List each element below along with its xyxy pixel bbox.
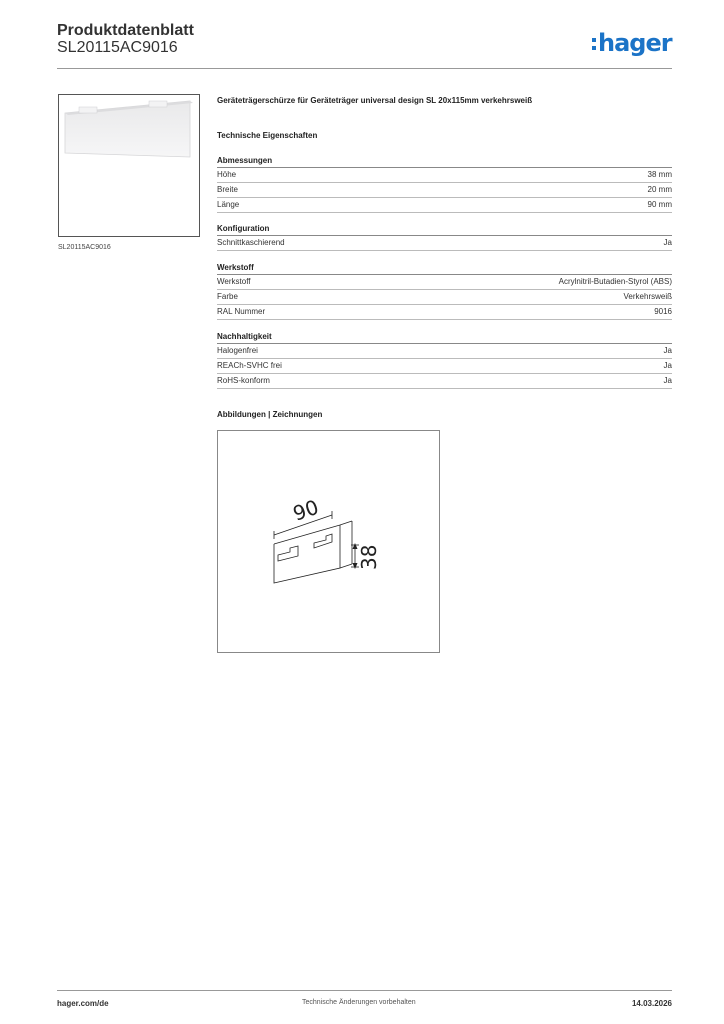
property-value: Ja (663, 376, 672, 385)
technical-drawing (217, 430, 440, 653)
property-value: Verkehrsweiß (623, 292, 672, 301)
group-title: Nachhaltigkeit (217, 331, 672, 344)
property-label: Länge (217, 200, 240, 209)
property-value: 9016 (654, 307, 672, 316)
property-value: Ja (663, 346, 672, 355)
product-description: Geräteträgerschürze für Geräteträger universal design SL 20x115mm verkehrsweiß (217, 96, 533, 105)
product-image-caption: SL20115AC9016 (58, 244, 111, 251)
logo-text: hager (598, 29, 672, 57)
footer-website[interactable]: hager.com/de (57, 999, 109, 1008)
dimension-drawing (218, 431, 439, 652)
product-illustration (59, 95, 199, 236)
hager-logo (590, 28, 680, 58)
section-title: Technische Eigenschaften (217, 131, 318, 140)
product-image (58, 94, 200, 237)
group-abmessungen (217, 155, 672, 213)
property-value: Ja (663, 361, 672, 370)
property-row (217, 344, 672, 359)
property-row (217, 183, 672, 198)
property-row (217, 374, 672, 389)
property-label: Farbe (217, 292, 238, 301)
figures-title: Abbildungen | Zeichnungen (217, 410, 323, 419)
property-row (217, 236, 672, 251)
property-value: Ja (663, 238, 672, 247)
property-row (217, 290, 672, 305)
property-value: 38 mm (647, 170, 672, 179)
property-label: Halogenfrei (217, 346, 258, 355)
group-title: Konfiguration (217, 223, 672, 236)
dimension-length-label: 90 (289, 494, 322, 526)
property-label: Werkstoff (217, 277, 251, 286)
footer-divider (57, 990, 672, 991)
property-label: Schnittkaschierend (217, 238, 285, 247)
group-title: Abmessungen (217, 155, 672, 168)
footer-date: 14.03.2026 (631, 999, 672, 1008)
property-row (217, 198, 672, 213)
group-title: Werkstoff (217, 262, 672, 275)
dimension-height-label: 38 (357, 544, 382, 570)
page-title: Produktdatenblatt (57, 22, 194, 39)
group-konfiguration (217, 223, 672, 251)
property-row (217, 305, 672, 320)
property-row (217, 359, 672, 374)
property-value: Acrylnitril-Butadien-Styrol (ABS) (558, 277, 672, 286)
product-code-header: SL20115AC9016 (57, 39, 178, 56)
property-label: Breite (217, 185, 238, 194)
group-werkstoff (217, 262, 672, 320)
property-value: 90 mm (647, 200, 672, 209)
group-nachhaltigkeit (217, 331, 672, 389)
property-label: Höhe (217, 170, 237, 179)
footer-disclaimer: Technische Änderungen vorbehalten (302, 999, 416, 1006)
header-divider (57, 68, 672, 69)
property-label: RAL Nummer (217, 307, 266, 316)
property-row (217, 168, 672, 183)
property-label: REACh-SVHC frei (217, 361, 282, 370)
property-label: RoHS-konform (217, 376, 270, 385)
property-row (217, 275, 672, 290)
property-value: 20 mm (647, 185, 672, 194)
